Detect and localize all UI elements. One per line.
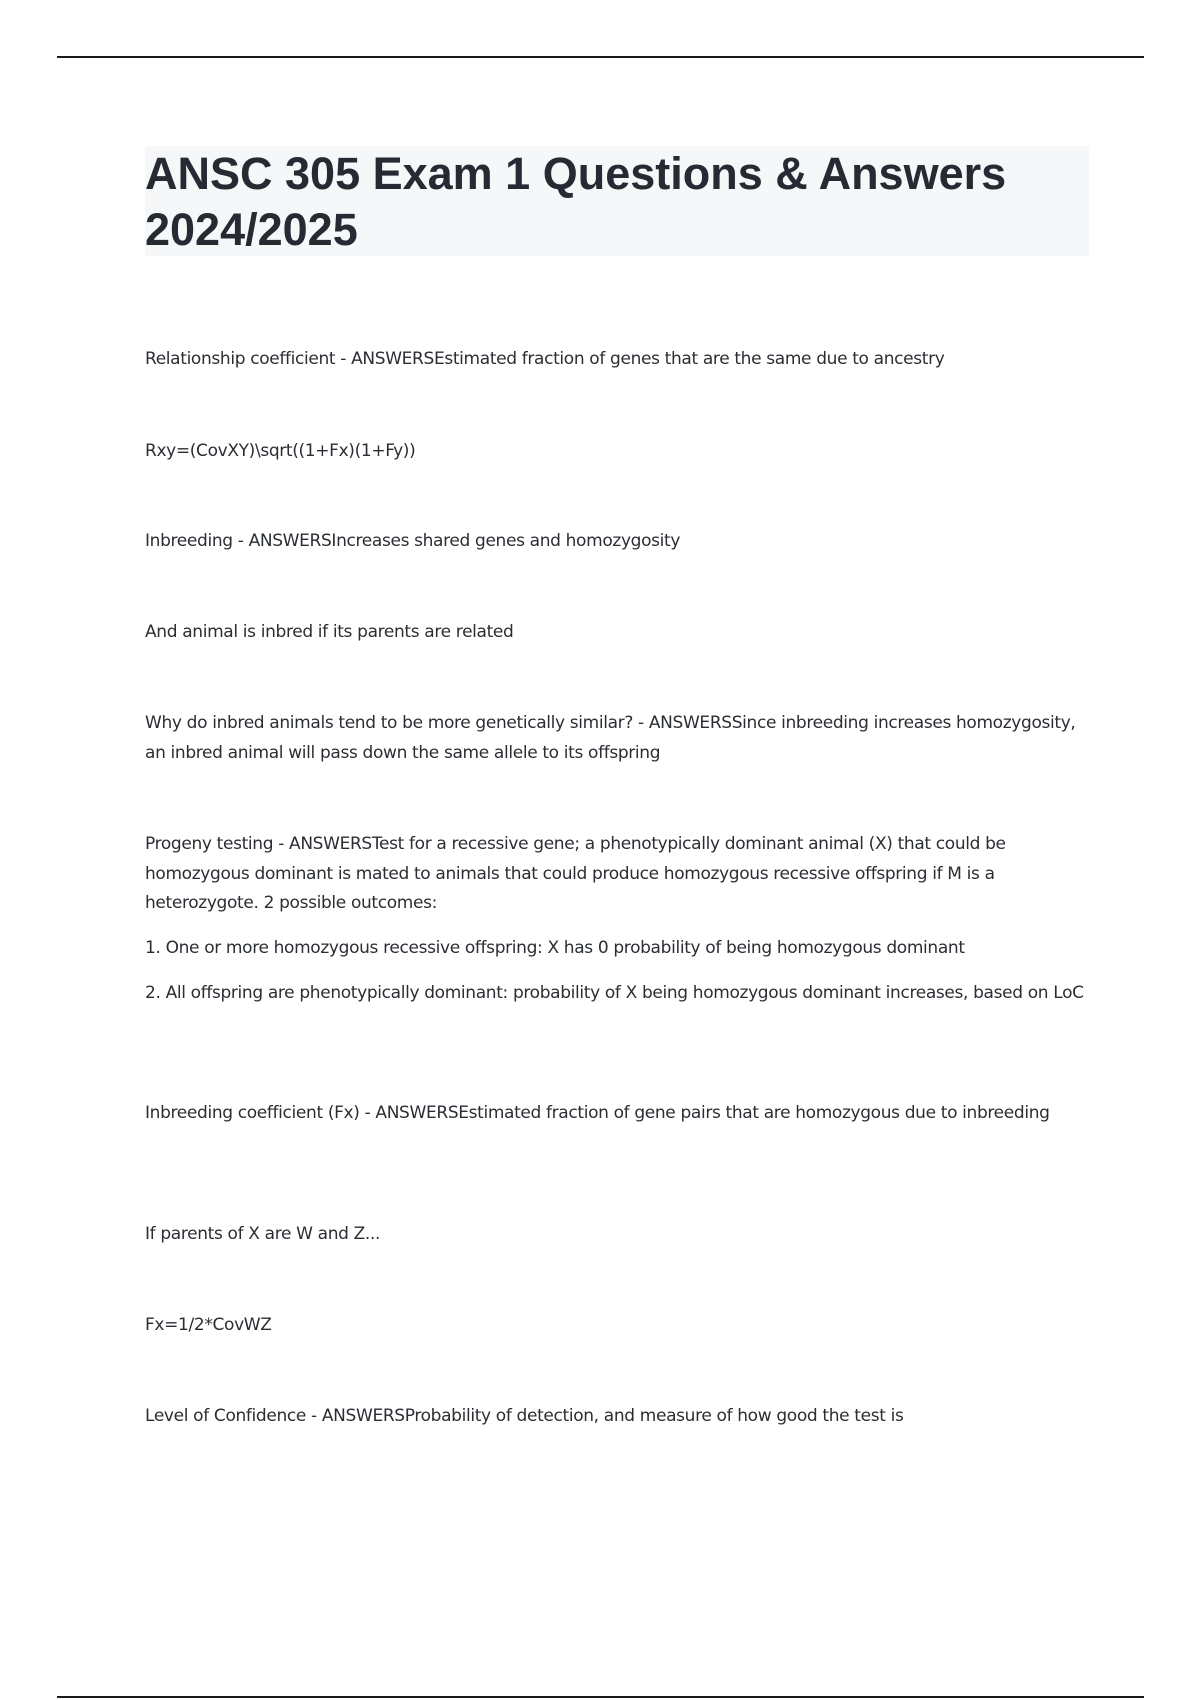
paragraph-inbred-definition: And animal is inbred if its parents are related [145,622,514,642]
paragraph-rxy-formula: Rxy=(CovXY)\sqrt((1+Fx)(1+Fy)) [145,441,416,461]
paragraph-inbreeding-coefficient: Inbreeding coefficient (Fx) - ANSWERSEstimated fraction of gene pairs that are homozygous due to inbreeding [145,1103,1050,1123]
bottom-rule [57,1696,1144,1698]
paragraph-inbred-similarity: Why do inbred animals tend to be more genetically similar? - ANSWERSSince inbreeding increases homozygosity, an inbred animal will pass down the same allele to its offspring [145,713,1076,763]
paragraph-level-of-confidence: Level of Confidence - ANSWERSProbability of detection, and measure of how good the test is [145,1406,904,1426]
paragraph-outcome-two: 2. All offspring are phenotypically dominant: probability of X being homozygous dominant increases, based on LoC [145,983,1084,1003]
paragraph-parents-w-z: If parents of X are W and Z... [145,1224,381,1244]
paragraph-relationship-coefficient: Relationship coefficient - ANSWERSEstimated fraction of genes that are the same due to ancestry [145,349,945,369]
paragraph-inbreeding: Inbreeding - ANSWERSIncreases shared genes and homozygosity [145,531,681,551]
paragraph-outcome-one: 1. One or more homozygous recessive offspring: X has 0 probability of being homozygous dominant [145,938,965,958]
paragraph-fx-formula: Fx=1/2*CovWZ [145,1315,272,1335]
document-title: ANSC 305 Exam 1 Questions & Answers 2024/2025 [145,148,1007,255]
paragraph-progeny-testing: Progeny testing - ANSWERSTest for a recessive gene; a phenotypically dominant animal (X) that could be homozygous dominant is mated to animals that could produce homozygous recessive offspring if M is a heterozygote. 2 possible outcomes: [145,834,1006,913]
